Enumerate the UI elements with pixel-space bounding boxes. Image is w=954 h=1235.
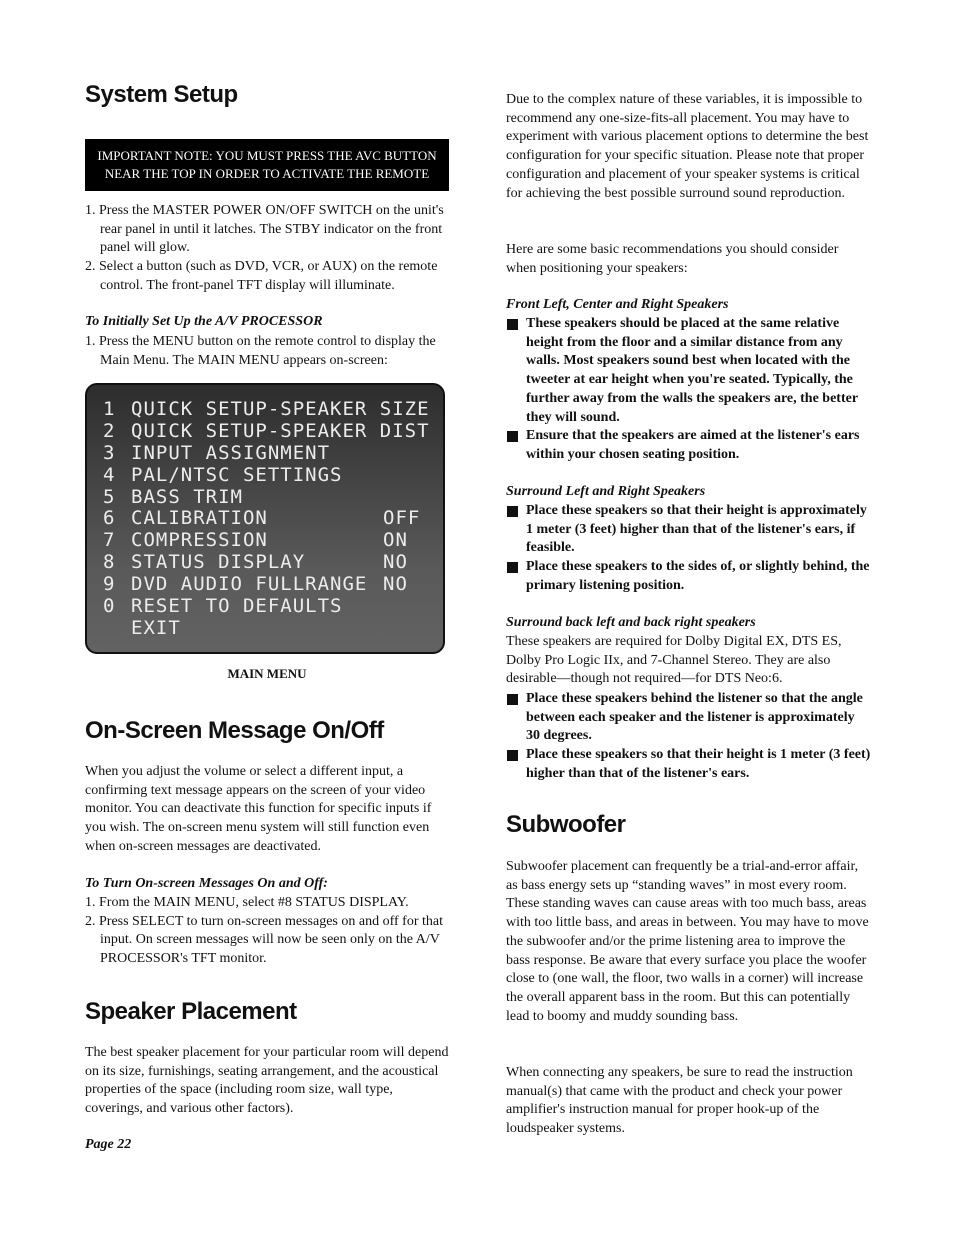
menu-row: 0 RESET TO DEFAULTS — [103, 595, 343, 618]
back-speakers-list — [506, 690, 871, 784]
back-speakers-body: These speakers are required for Dolby Digital EX, DTS ES, Dolby Pro Logic IIx, and 7-Channel Stereo. They are also desirable—though not required—for DTS Neo:6. — [506, 634, 842, 687]
square-bullet-icon — [507, 506, 518, 517]
power-steps-list — [85, 202, 450, 296]
back-speakers-heading: Surround back left and back right speakers — [506, 615, 756, 630]
list-item: Place these speakers so that their height is approximately 1 meter (3 feet) higher than that of the listener's ears, if feasible. — [506, 502, 871, 558]
note-line-2: NEAR THE TOP IN ORDER TO ACTIVATE THE REMOTE — [104, 166, 430, 181]
menu-row: 8 STATUS DISPLAY NO — [103, 551, 408, 574]
onscreen-steps-list — [85, 894, 450, 969]
speaker-body: The best speaker placement for your particular room will depend on its size, furnishings, seating arrangement, and the acoustical properties of the space (including room size, wall type, coverings, and various other factors). — [85, 1045, 449, 1117]
list-item: 1. From the MAIN MENU, select #8 STATUS DISPLAY. — [85, 895, 409, 910]
onscreen-message-title: On-Screen Message On/Off — [85, 717, 384, 744]
intro-paragraph-2: Here are some basic recommendations you should consider when positioning your speakers: — [506, 242, 839, 276]
system-setup-title: System Setup — [85, 81, 238, 108]
subwoofer-body-2: When connecting any speakers, be sure to read the instruction manual(s) that came with the product and check your power amplifier's instruction manual for proper hook-up of the loudspeaker systems. — [506, 1065, 853, 1137]
menu-row: 1 QUICK SETUP-SPEAKER SIZE — [103, 398, 430, 420]
subwoofer-title: Subwoofer — [506, 811, 626, 838]
list-item: These speakers should be placed at the same relative height from the floor and a similar distance from any walls. Most speakers sound best when located with the tweeter at ear height when you're seated. Typically, the further away from the walls the speakers are, the better they will sound. — [506, 315, 871, 427]
menu-row: 2 QUICK SETUP-SPEAKER DIST — [103, 419, 430, 442]
main-menu-screen — [85, 383, 445, 654]
menu-caption: MAIN MENU — [227, 666, 307, 681]
menu-row: 4 PAL/NTSC SETTINGS — [103, 463, 343, 486]
square-bullet-icon — [507, 319, 518, 330]
surround-speakers-list — [506, 502, 871, 596]
important-note-box — [85, 139, 449, 191]
intro-paragraph-1: Due to the complex nature of these variables, it is impossible to recommend any one-size-fits-all placement. You may have to experiment with various placement options to determine the best configuration for your specific situation. Please note that proper configuration and placement of your speaker systems is critical for achieving the best possible surround sound reproduction. — [506, 92, 869, 201]
menu-row: 5 BASS TRIM — [103, 485, 243, 508]
front-speakers-heading: Front Left, Center and Right Speakers — [506, 297, 729, 312]
initial-setup-heading: To Initially Set Up the A/V PROCESSOR — [85, 314, 323, 329]
list-item: 1. Press the MENU button on the remote control to display the Main Menu. The MAIN MENU appears on-screen: — [85, 334, 436, 368]
list-item: Ensure that the speakers are aimed at the listener's ears within your chosen seating position. — [506, 427, 871, 464]
square-bullet-icon — [507, 431, 518, 442]
onscreen-heading: To Turn On-screen Messages On and Off: — [85, 876, 328, 891]
front-speakers-list — [506, 315, 871, 465]
list-item: 2. Select a button (such as DVD, VCR, or AUX) on the remote control. The front-panel TFT display will illuminate. — [85, 259, 438, 293]
menu-row: 9 DVD AUDIO FULLRANGE NO — [103, 573, 408, 596]
list-item: Place these speakers to the sides of, or slightly behind, the primary listening position. — [506, 558, 871, 595]
menu-row: EXIT — [131, 616, 181, 639]
list-item: 1. Press the MASTER POWER ON/OFF SWITCH on the unit's rear panel in until it latches. The STBY indicator on the front panel will glow. — [85, 203, 444, 256]
square-bullet-icon — [507, 562, 518, 573]
list-item: 2. Press SELECT to turn on-screen messages on and off for that input. On screen messages will now be seen only on the A/V PROCESSOR's TFT monitor. — [85, 913, 443, 967]
subwoofer-body: Subwoofer placement can frequently be a trial-and-error affair, as bass energy sets up “standing waves” in most every room. These standing waves can cause areas with too much bass, areas with too little bass, and areas in between. You may have to move the subwoofer and/or the prime listening area to improve the bass response. Be aware that every surface you place the woofer close to (one wall, the floor, two walls in a corner) will increase the overall apparent bass in the room. But this can potentially lead to boomy and muddy sounding bass. — [506, 859, 869, 1024]
page-number: Page 22 — [85, 1137, 132, 1152]
surround-speakers-heading: Surround Left and Right Speakers — [506, 484, 706, 499]
note-line-1: IMPORTANT NOTE: YOU MUST PRESS THE AVC BUTTON — [97, 148, 437, 163]
menu-row: 6 CALIBRATION OFF — [103, 507, 421, 530]
list-item: Place these speakers so that their height is 1 meter (3 feet) higher than that of the listener's ears. — [506, 746, 871, 783]
list-item: Place these speakers behind the listener so that the angle between each speaker and the listener is approximately 30 degrees. — [506, 690, 871, 746]
onscreen-body: When you adjust the volume or select a different input, a confirming text message appears on the screen of your video monitor. You can deactivate this function for specific inputs if you wish. The on-screen menu system will still function even when on-screen messages are deactivated. — [85, 764, 432, 854]
speaker-placement-title: Speaker Placement — [85, 998, 297, 1025]
menu-row: 7 COMPRESSION ON — [103, 529, 408, 552]
initial-steps-list — [85, 333, 450, 370]
square-bullet-icon — [507, 750, 518, 761]
square-bullet-icon — [507, 694, 518, 705]
menu-row: 3 INPUT ASSIGNMENT — [103, 441, 331, 464]
